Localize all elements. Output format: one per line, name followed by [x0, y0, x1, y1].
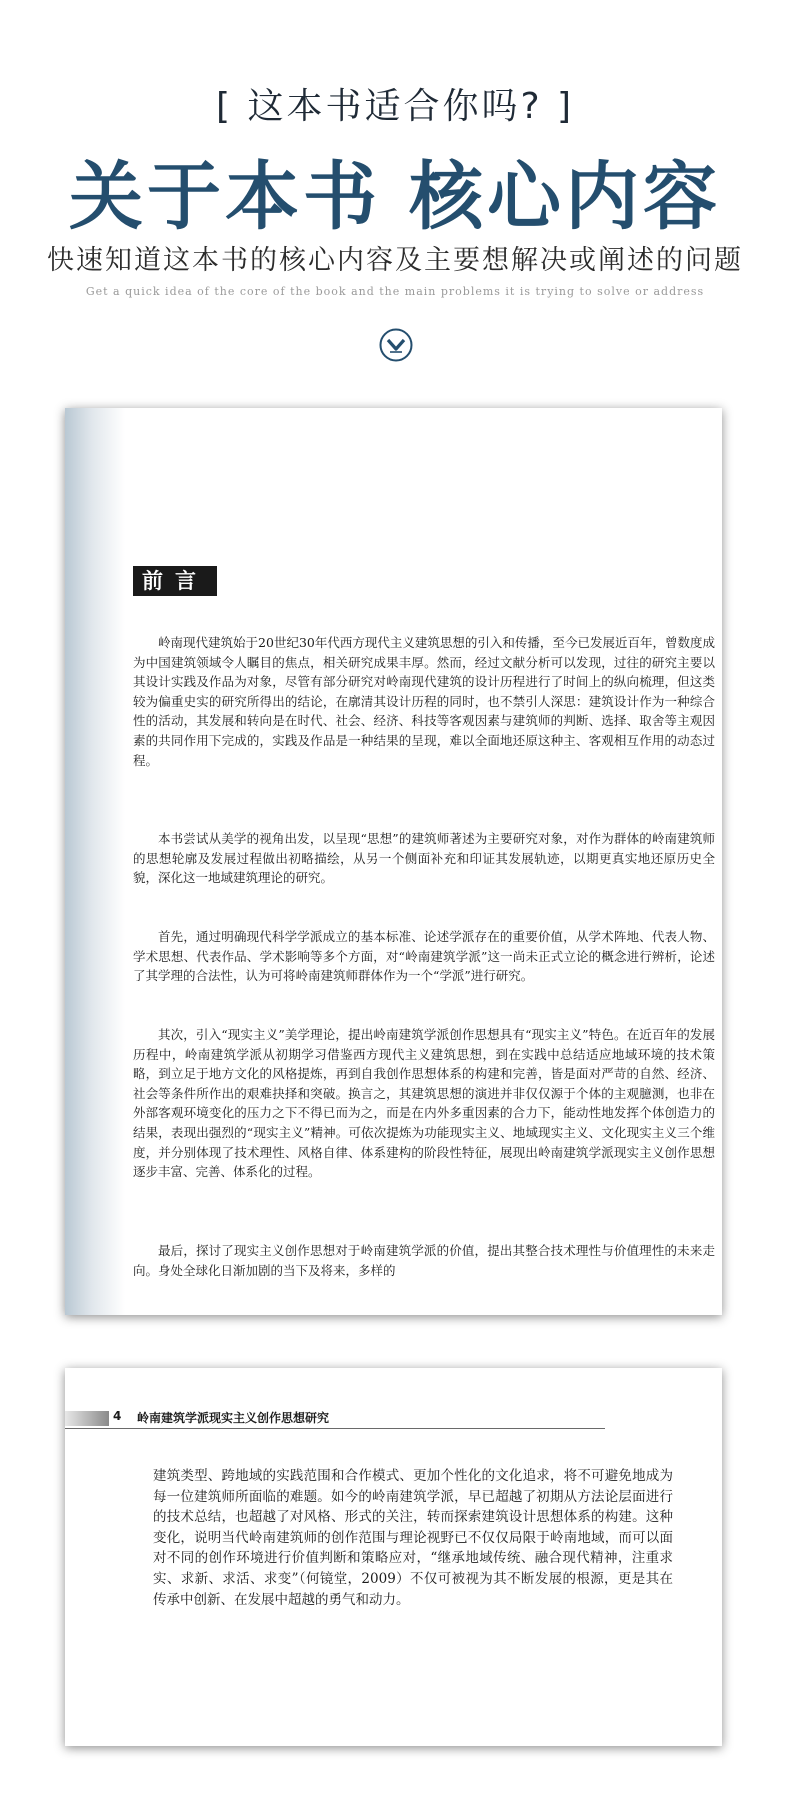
preface-paragraph-1: 岭南现代建筑始于20世纪30年代西方现代主义建筑思想的引入和传播，至今已发展近百年，曾数度成为中国建筑领域令人瞩目的焦点，相关研究成果丰厚。然而，经过文献分析可以发现，过往的研究主要以其设计实践及作品为对象，尽管有部分研究对岭南现代建筑的设计历程进行了时间上的纵向梳理，但这类较为偏重史实的研究所得出的结论，在廓清其设计历程的同时，也不禁引人深思：建筑设计作为一种综合性的活动，其发展和转向是在时代、社会、经济、科技等客观因素与建筑师的判断、选择、取舍等主观因素的共同作用下完成的，实践及作品是一种结果的呈现，难以全面地还原这种主、客观相互作用的动态过程。	[133, 635, 715, 768]
subtitle-english: Get a quick idea of the core of the book and the main problems it is trying to solve or address	[85, 285, 705, 298]
preface-paragraph-2: 本书尝试从美学的视角出发，以呈现“思想”的建筑师著述为主要研究对象，对作为群体的岭南建筑师的思想轮廓及发展过程做出初略描绘，从另一个侧面补充和印证其发展轨迹，以期更真实地还原历史全貌，深化这一地域建筑理论的研究。	[133, 831, 715, 886]
preface-heading: 前言	[133, 566, 217, 596]
running-book-title: 岭南建筑学派现实主义创作思想研究	[137, 1411, 330, 1425]
subtitle-chinese: 快速知道这本书的核心内容及主要想解决或阐述的问题	[47, 245, 743, 276]
chevron-down-circle-icon	[378, 327, 414, 363]
promo-header	[0, 0, 790, 380]
preface-paragraph-5: 最后，探讨了现实主义创作思想对于岭南建筑学派的价值，提出其整合技术理性与价值理性的未来走向。身处全球化日渐加剧的当下及将来，多样的	[133, 1243, 715, 1278]
main-title-left: 关于本书	[69, 154, 381, 240]
main-title-right: 核心内容	[409, 154, 721, 240]
page-number: 4	[113, 1409, 122, 1423]
main-title	[0, 138, 790, 244]
page4-paragraph-1: 建筑类型、跨地域的实践范围和合作模式、更加个性化的文化追求，将不可避免地成为每一位建筑师所面临的难题。如今的岭南建筑学派，早已超越了初期从方法论层面进行的技术总结，也超越了对风格、形式的关注，转而探索建筑设计思想体系的构建。这种变化，说明当代岭南建筑师的创作范围与理论视野已不仅仅局限于岭南地域，而可以面对不同的创作环境进行价值判断和策略应对，“继承地域传统、融合现代精神，注重求实、求新、求活、求变”（何镜堂，2009）不仅可被视为其不断发展的根源，更是其在传承中创新、在发展中超越的勇气和动力。	[153, 1468, 673, 1608]
preface-paragraph-4: 其次，引入“现实主义”美学理论，提出岭南建筑学派创作思想具有“现实主义”特色。在近百年的发展历程中，岭南建筑学派从初期学习借鉴西方现代主义建筑思想，到在实践中总结适应地域环境的技术策略，到立足于地方文化的风格提炼，再到自我创作思想体系的构建和完善，皆是面对严苛的自然、经济、社会等条件所作出的艰难抉择和突破。换言之，其建筑思想的演进并非仅仅源于个体的主观臆测，也非在外部客观环境变化的压力之下不得已而为之，而是在内外多重因素的合力下，能动性地发挥个体创造力的结果，表现出强烈的“现实主义”精神。可依次提炼为功能现实主义、地域现实主义、文化现实主义三个维度，并分别体现了技术理性、风格自律、体系建构的阶段性特征，展现出岭南建筑学派现实主义创作思想逐步丰富、完善、体系化的过程。	[133, 1027, 715, 1180]
book-page-4	[65, 1368, 722, 1746]
bracket-title: [ 这本书适合你吗? ]	[215, 86, 575, 127]
preface-paragraph-3: 首先，通过明确现代科学学派成立的基本标准、论述学派存在的重要价值，从学术阵地、代表人物、学术思想、代表作品、学术影响等多个方面，对“岭南建筑学派”这一尚未正式立论的概念进行辨析，论述了其学理的合法性，认为可将岭南建筑师群体作为一个“学派”进行研究。	[133, 929, 715, 984]
book-page-preface	[65, 408, 722, 1315]
header-stripe	[65, 1411, 109, 1426]
running-header	[65, 1408, 605, 1429]
